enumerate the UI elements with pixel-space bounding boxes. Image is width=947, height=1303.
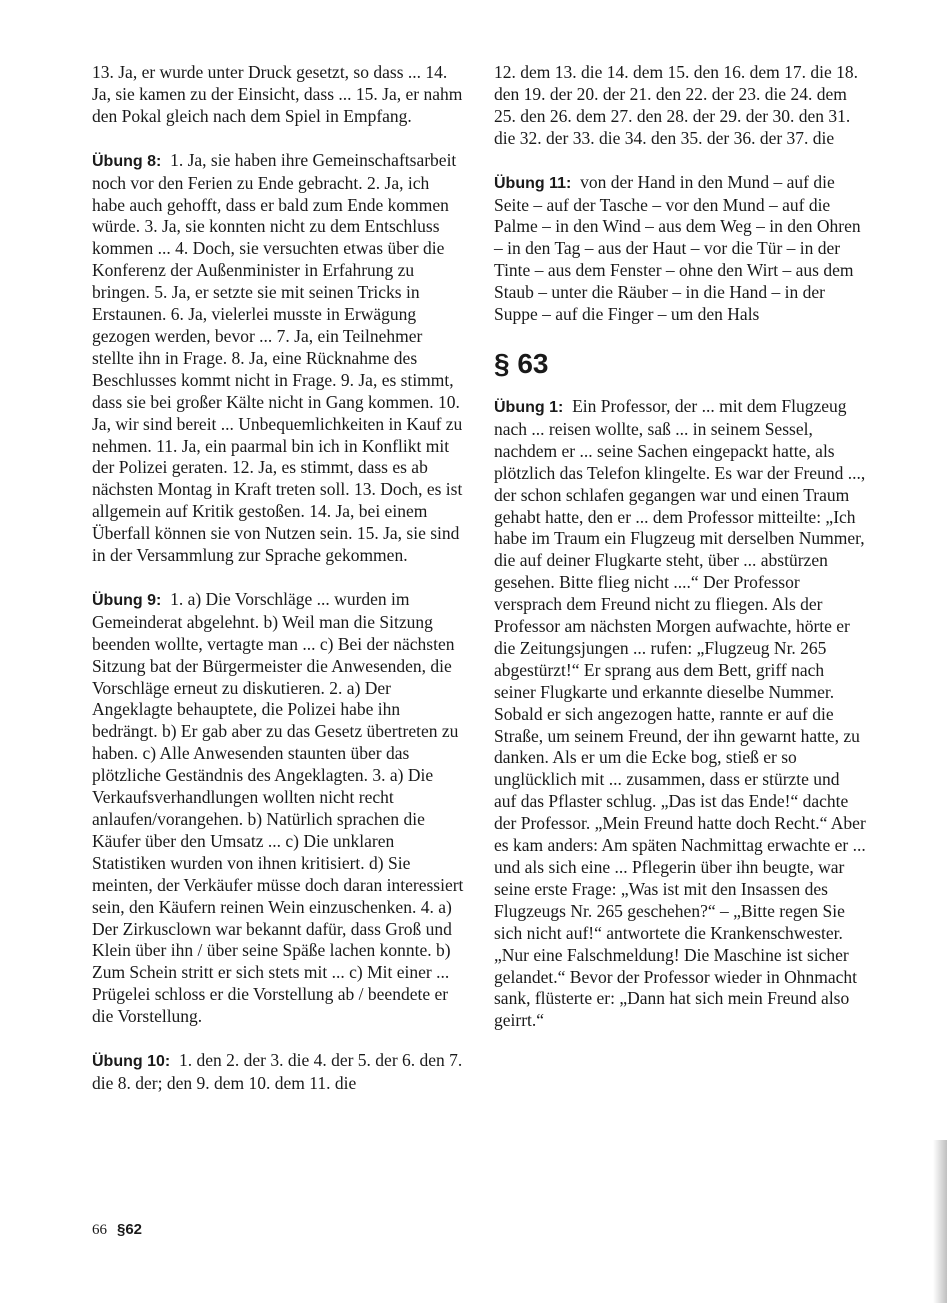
exercise-label: Übung 10: (92, 1053, 171, 1071)
paragraph-text: von der Hand in den Mund – auf die Seite – auf der Tasche – vor den Mund – auf die Palme – in den Wind – aus dem Weg – in den Ohren – in den Tag – aus der Haut – vor die Tür – in der Tinte – aus dem Fenster – ohne den Wirt – aus dem Staub – unter die Räuber – in die Hand – in der Suppe – auf die Finger – um den Hals (494, 171, 861, 325)
page-number: 66 (92, 1222, 107, 1238)
footer-section: §62 (117, 1221, 143, 1238)
exercise-label: Übung 1: (494, 398, 564, 416)
right-column (494, 62, 866, 1054)
paragraph-text: Ein Professor, der ... mit dem Flugzeug nach ... reisen wollte, saß ... in seinem Sessel, nachdem er ... seine Sachen eingepackt hatte, als plötzlich das Telefon klingelte. Es war der Freund ..., der schon schlafen gegangen war und einen Traum gehabt hatte, den er ... dem Professor mitteilte: „Ich habe im Traum ein Flugzeug mit derselben Nummer, die auf deiner Flugkarte steht, über ... abstürzen gesehen. Bitte flieg nicht ....“ Der Professor versprach dem Freund nicht zu fliegen. Als der Professor am nächsten Morgen aufwachte, hörte er die Zeitungsjungen ... rufen: „Flugzeug Nr. 265 abgestürzt!“ Er sprang aus dem Bett, griff nach seiner Flugkarte und erkannte dieselbe Nummer. Sobald er sich angezogen hatte, rannte er auf die Straße, um seinem Freund, der ihn gewarnt hatte, zu danken. Als er um die Ecke bog, stieß er so unglücklich mit ... zusammen, dass er stürzte und auf das Pflaster schlug. „Das ist das Ende!“ dachte der Professor. „Mein Freund hatte doch Recht.“ Aber es kam anders: Am späten Nachmittag erwachte er ... und als sich eine ... Pflegerin über ihn beugte, war seine erste Frage: „Was ist mit den Insassen des Flugzeugs Nr. 265 geschehen?“ – „Bitte regen Sie sich nicht auf!“ antwortete die Krankenschwester. „Nur eine Falschmeldung! Die Maschine ist sicher gelandet.“ Bevor der Professor wieder in Ohnmacht sank, flüsterte er: „Dann hat sich mein Freund also geirrt.“ (494, 395, 866, 1031)
exercise-label: Übung 8: (92, 152, 162, 170)
paragraph-text: 13. Ja, er wurde unter Druck gesetzt, so dass ... 14. Ja, sie kamen zu der Einsicht, dass ... 15. Ja, er nahm den Pokal gleich nach dem Spiel in Empfang. (92, 62, 463, 126)
paragraph-uebung-8 (92, 150, 464, 567)
paragraph-uebung-10 (92, 1050, 464, 1095)
page-edge-shadow (933, 1140, 947, 1303)
paragraph-uebung-11 (494, 172, 866, 326)
paragraph-text: 1. Ja, sie haben ihre Gemeinschaftsarbeit noch vor den Ferien zu Ende gebracht. 2. Ja, ich habe auch gehofft, dass er bald zum Ende kommen würde. 3. Ja, sie konnten nicht zu dem Entschluss kommen ... 4. Doch, sie versuchten etwas über die Konferenz der Außenminister in Erfahrung zu bringen. 5. Ja, er setzte sie mit seinen Tricks in Erstaunen. 6. Ja, vielerlei musste in Erwägung gezogen werden, bevor ... 7. Ja, ein Teilnehmer stellte ihn in Frage. 8. Ja, eine Rücknahme des Beschlusses kommt nicht in Frage. 9. Ja, es stimmt, dass sie bei großer Kälte nicht in Gang kommen. 10. Ja, wir sind bereit ... Unbequemlichkeiten in Kauf zu nehmen. 11. Ja, ein paarmal bin ich in Konflikt mit der Polizei geraten. 12. Ja, es stimmt, dass es ab nächsten Montag in Kraft treten soll. 13. Doch, es ist allgemein auf Kritik gestoßen. 14. Ja, bei einem Überfall können sie von Nutzen sein. 15. Ja, sie sind in der Versammlung zur Sprache gekommen. (92, 149, 463, 566)
paragraph-uebung-10-continued (494, 62, 866, 150)
paragraph-text: 1. den 2. der 3. die 4. der 5. der 6. den 7. die 8. der; den 9. dem 10. dem 11. die (92, 1050, 463, 1093)
exercise-label: Übung 9: (92, 591, 162, 609)
page-footer (92, 1221, 142, 1239)
exercise-label: Übung 11: (494, 174, 572, 192)
paragraph-text: 1. a) Die Vorschläge ... wurden im Gemeinderat abgelehnt. b) Weil man die Sitzung beenden wollte, vertagte man ... c) Bei der nächsten Sitzung bat der Bürgermeister die Anwesenden, die Vorschläge erneut zu diskutieren. 2. a) Der Angeklagte behauptete, die Polizei habe ihn bedrängt. b) Er gab aber zu das Gesetz übertreten zu haben. c) Alle Anwesenden staunten über das plötzliche Geständnis des Angeklagten. 3. a) Die Verkaufsverhandlungen wollten nicht recht anlaufen/vorangehen. b) Natürlich sprachen die Käufer über den Umsatz ... c) Die unklaren Statistiken wurden von ihnen kritisiert. d) Sie meinten, der Verkäufer müsse doch daran interessiert sein, den Käufern reinen Wein einzuschenken. 4. a) Der Zirkusclown war bekannt dafür, dass Groß und Klein über ihn / über seine Späße lachen konnte. b) Zum Schein stritt er sich stets mit ... c) Mit einer ... Prügelei schloss er die Vorstellung ab / beendete er die Vorstellung. (92, 588, 464, 1027)
paragraph-continuation (92, 62, 464, 128)
section-heading: § 63 (494, 347, 549, 379)
paragraph-text: 12. dem 13. die 14. dem 15. den 16. dem 17. die 18. den 19. der 20. der 21. den 22. der 23. die 24. dem 25. den 26. dem 27. den 28. der 29. der 30. den 31. die 32. der 33. die 34. den 35. der 36. der 37. die (494, 62, 859, 148)
paragraph-uebung-9 (92, 589, 464, 1028)
paragraph-uebung-1 (494, 396, 866, 1032)
left-column (92, 62, 464, 1117)
